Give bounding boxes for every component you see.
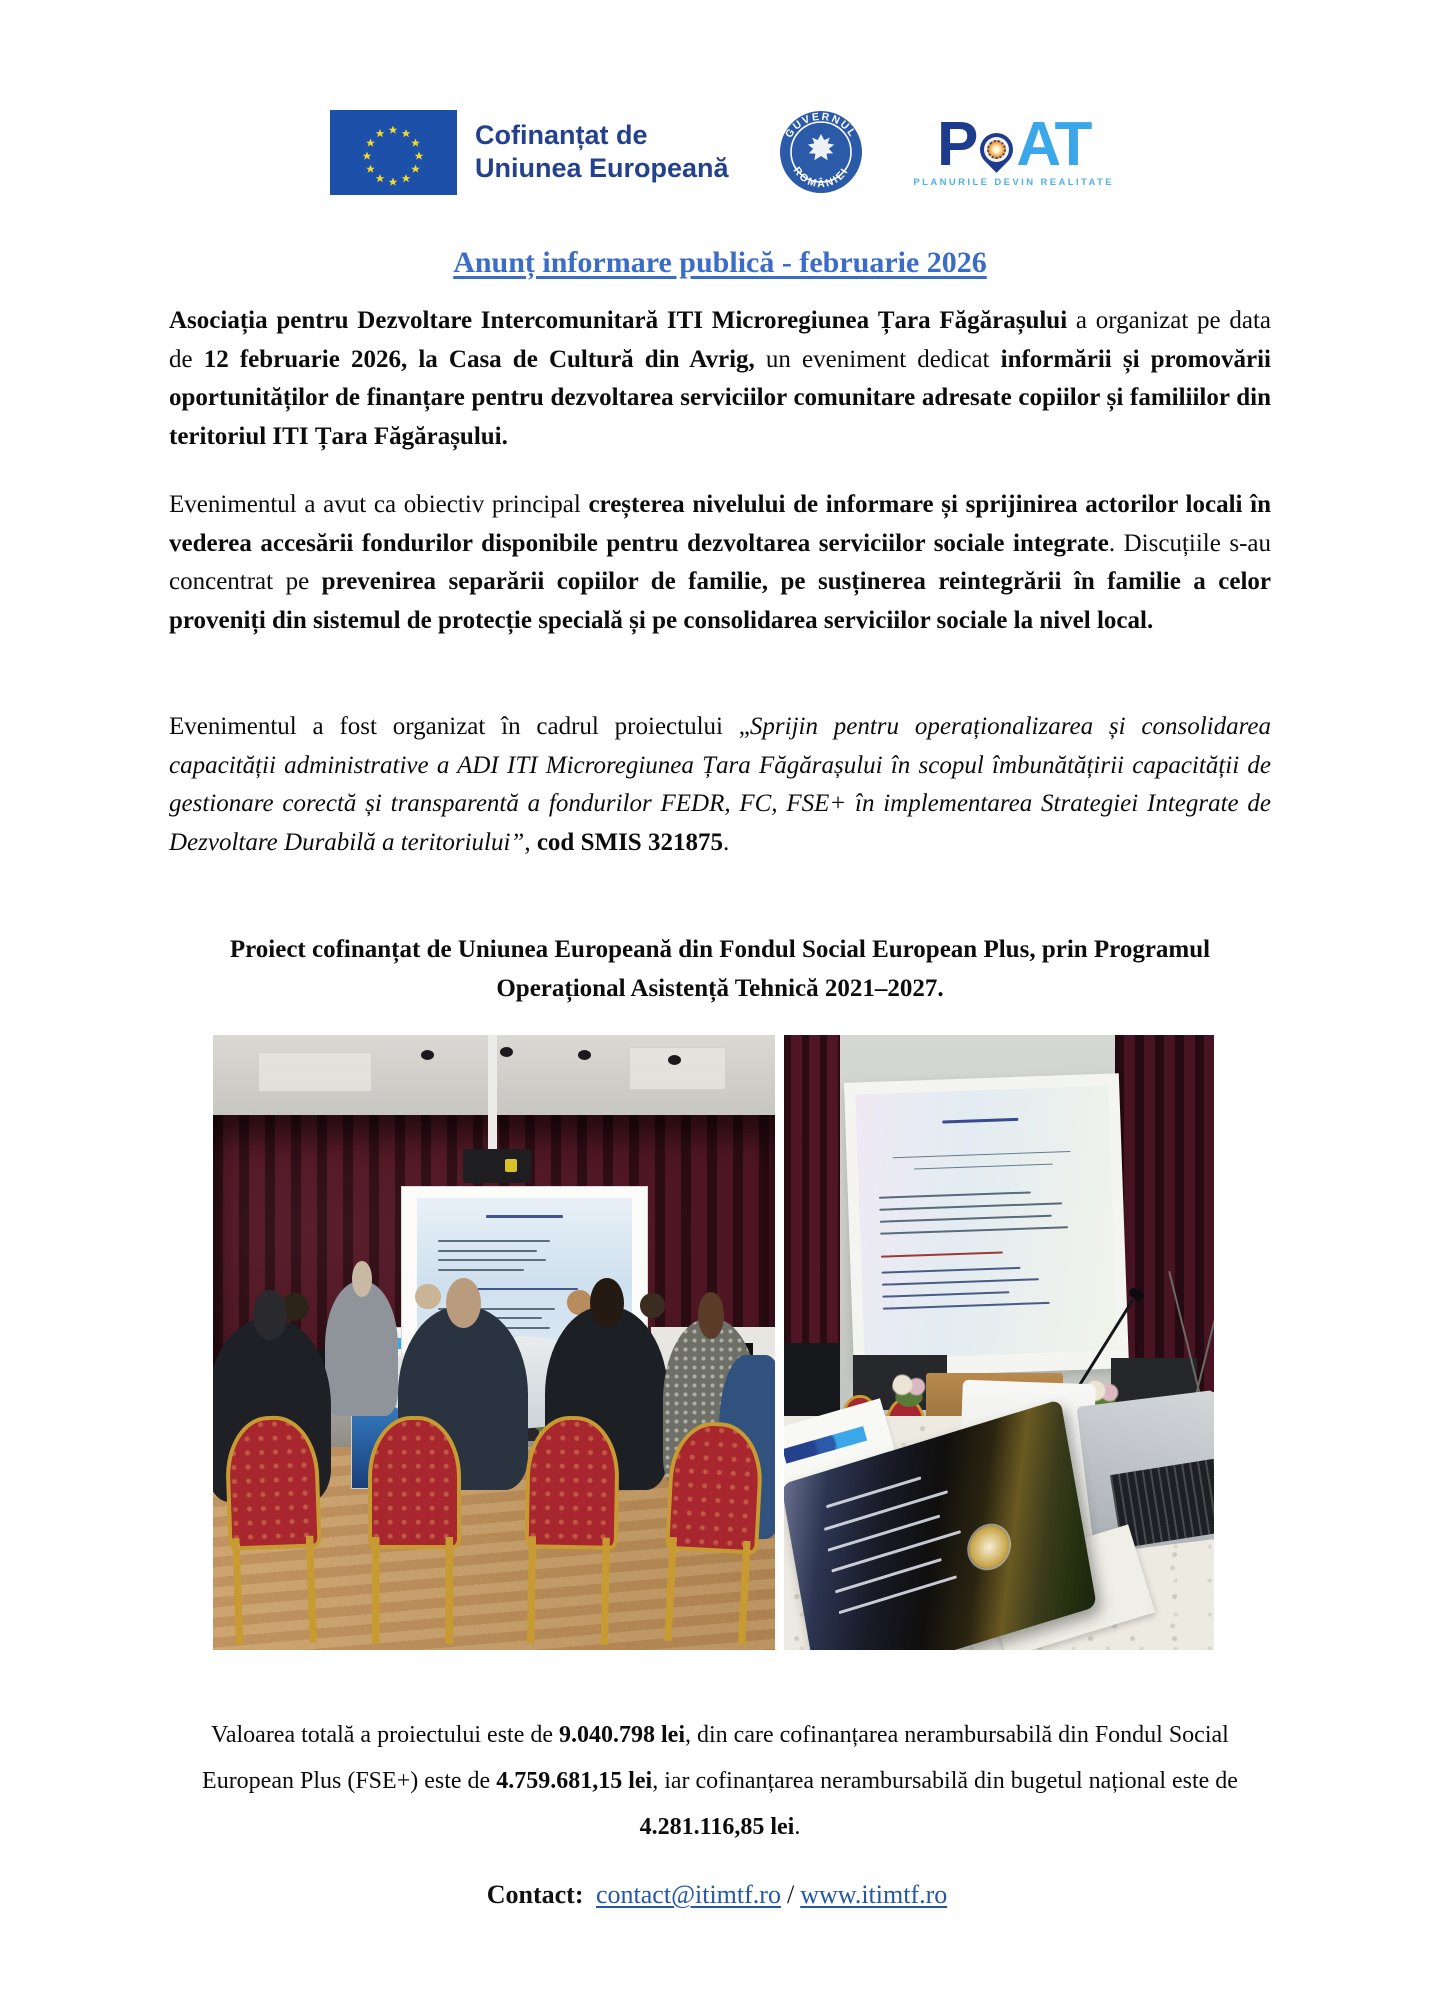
- poat-letters-at: AT: [1016, 110, 1091, 179]
- logo-strip: [330, 106, 1114, 198]
- curtain-right: [1115, 1035, 1214, 1392]
- projection-screen: [843, 1073, 1128, 1378]
- poat-logo-row: [937, 110, 1091, 179]
- paragraph-cofinancing-note: Proiect cofinanțat de Uniunea Europeană din Fondul Social European Plus, prin Programul Operațional Asistență Tehnică 2021–2027.: [229, 936, 1211, 1002]
- banquet-chair: [514, 1415, 625, 1644]
- eu-label-line1: Cofinanțat de: [475, 120, 648, 150]
- banquet-chair: [359, 1416, 466, 1644]
- poat-tagline: PLANURILE DEVIN REALITATE: [913, 177, 1114, 188]
- svg-text:ROMÂNIEI: ROMÂNIEI: [790, 164, 852, 191]
- attendee-standing: [325, 1281, 398, 1416]
- eu-flag-icon: [330, 110, 457, 195]
- banquet-chair: [215, 1415, 330, 1646]
- contact-separator: /: [786, 1880, 795, 1909]
- poat-logo: [913, 110, 1114, 188]
- eu-cofinancing-label: [475, 119, 729, 185]
- contact-label: Contact:: [486, 1880, 584, 1909]
- paragraph-event-intro: Asociația pentru Dezvoltare Intercomunitară ITI Microregiunea Țara Făgărașului a organizat pe data de 12 februarie 2026, la Casa de Cultură din Avrig, un eveniment dedicat informării și promovării oportunităților de finanțare pentru dezvoltarea serviciilor comunitare adresate copiilor și familiilor din teritoriul ITI Țara Făgărașului.: [169, 307, 1272, 450]
- contact-email-link[interactable]: contact@itimtf.ro: [596, 1880, 781, 1909]
- project-value-paragraph: Valoarea totală a proiectului este de 9.040.798 lei, din care cofinanțarea nerambursabilă din Fondul Social European Plus (FSE+) este de 4.759.681,15 lei, iar cofinanțarea nerambursabilă din bugetul național este de 4.281.116,85 lei.: [202, 1722, 1238, 1840]
- page-title: Anunț informare publică - februarie 2026: [453, 246, 987, 279]
- eu-cofinancing-logo: [330, 110, 729, 195]
- flower-arrangement: [892, 1370, 926, 1407]
- contact-website-link[interactable]: www.itimtf.ro: [800, 1880, 948, 1909]
- photo-screen-laptop-brochure: [784, 1035, 1214, 1650]
- paragraph-project-name: Evenimentul a fost organizat în cadrul proiectului „Sprijin pentru operaționalizarea și consolidarea capacității administrative a ADI ITI Microregiunea Țara Făgărașului în scopul îmbunătățirii capacității de gestionare corectă și transparentă a fondurilor FEDR, FC, FSE+ în implementarea Strategiei Integrate de Dezvoltare Durabilă a teritoriului”, cod SMIS 321875.: [169, 713, 1271, 856]
- poat-letter-p: P: [937, 110, 977, 179]
- eu-label-line2: Uniunea Europeană: [475, 153, 729, 183]
- contact-line: [0, 1880, 1440, 1910]
- romanian-government-seal-icon: [779, 110, 863, 194]
- photo-conference-hall-roundtable: [213, 1035, 775, 1650]
- banquet-chair: [651, 1420, 769, 1647]
- svg-text:GUVERNUL: GUVERNUL: [782, 110, 860, 141]
- brochure-seal-badge: [966, 1521, 1012, 1574]
- presentation-slide: [855, 1086, 1117, 1360]
- paragraph-event-objective: Evenimentul a avut ca obiectiv principal creșterea nivelului de informare și sprijinirea actorilor locali în vederea accesării fondurilor disponibile pentru dezvoltarea serviciilor sociale integrate. Discuțiile s-au concentrat pe prevenirea separării copiilor de familie, pe susținerea reintegrării în familie a celor proveniți din sistemul de protecție specială și pe consolidarea serviciilor sociale la nivel local.: [169, 491, 1272, 634]
- location-pin-icon: [974, 126, 1021, 173]
- attendee-head: [415, 1284, 440, 1309]
- projector: [463, 1149, 530, 1183]
